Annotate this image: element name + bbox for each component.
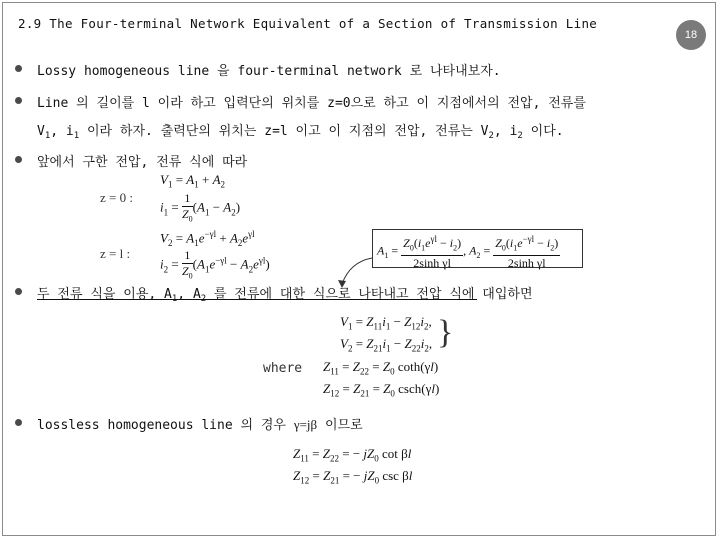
text-underline (37, 299, 477, 300)
label-zl: z = l : (100, 246, 131, 261)
equation-a1-a2: $A_1$ = $\frac{Z_0(i_1e^{\gamma l} - i_2)}{\text{2sinh γl}}$ , $A_2$ = $\frac{Z_0(i_1e^{-\gamma l} - i_2)}{\text{2sinh γl}}$ (377, 234, 559, 271)
bullet-text-2-line1: Line 의 길이를 l 이라 하고 입력단의 위치를 z=0으로 하고 이 지점에서의 전압, 전류를 (37, 96, 586, 111)
bullet-icon (15, 419, 22, 426)
bullet-text-1: Lossy homogeneous line 을 four-terminal network 로 나타내보자. (37, 64, 501, 79)
equation-i2: $i_2$ = $\frac{1}{Z_0}$ $(A_1e^{-\gamma l} - A_2e^{\gamma l})$ (160, 248, 270, 281)
bullet-text-3: 앞에서 구한 전압, 전류 식에 따라 (37, 155, 248, 170)
equation-v2-z: $V_2 = Z_{21}i_1 - Z_{22}i_2$, (340, 336, 433, 354)
right-brace-icon: } (437, 314, 454, 351)
bullet-icon (15, 288, 22, 295)
slide-title: 2.9 The Four-terminal Network Equivalent of a Section of Transmission Line (18, 16, 598, 31)
equation-v1: $V_1 = A_1 + A_2$ (160, 172, 226, 190)
page-number-badge: 18 (676, 20, 706, 50)
equation-v1-z: $V_1 = Z_{11}i_1 - Z_{12}i_2$, (340, 314, 432, 332)
label-where: where (263, 361, 303, 376)
bullet-text-5: lossless homogeneous line 의 경우 γ=jβ 이므로 (37, 417, 363, 433)
equation-z11-z22: $Z_{11} = Z_{22} = Z_0$ coth(γl) (323, 359, 439, 377)
equation-v2: $V_2 = A_1e^{-\gamma l} + A_2e^{\gamma l}$ (160, 229, 255, 248)
label-z0: z = 0 : (100, 190, 133, 205)
equation-i1: $i_1$ = $\frac{1}{Z_0}$ $(A_1 - A_2)$ (160, 191, 241, 224)
equation-lossless-z11: $Z_{11} = Z_{22}$ = − $jZ_0$ cot βl (293, 446, 412, 464)
equation-lossless-z12: $Z_{12} = Z_{21}$ = − $jZ_0$ csc βl (293, 468, 413, 486)
bullet-text-2-line2: $V_1$, $i_1$ 이라 하자. 출력단의 위치는 z=l 이고 이 지점의 전압, 전류는 $V_2$, $i_2$ 이다. (37, 124, 564, 141)
equation-z12-z21: $Z_{12} = Z_{21} = Z_0$ csch(γl) (323, 381, 440, 399)
bullet-text-4: 두 전류 식을 이용, $A_1$, $A_2$ 를 전류에 대한 식으로 나타내고 전압 식에 대입하면 (37, 287, 533, 304)
